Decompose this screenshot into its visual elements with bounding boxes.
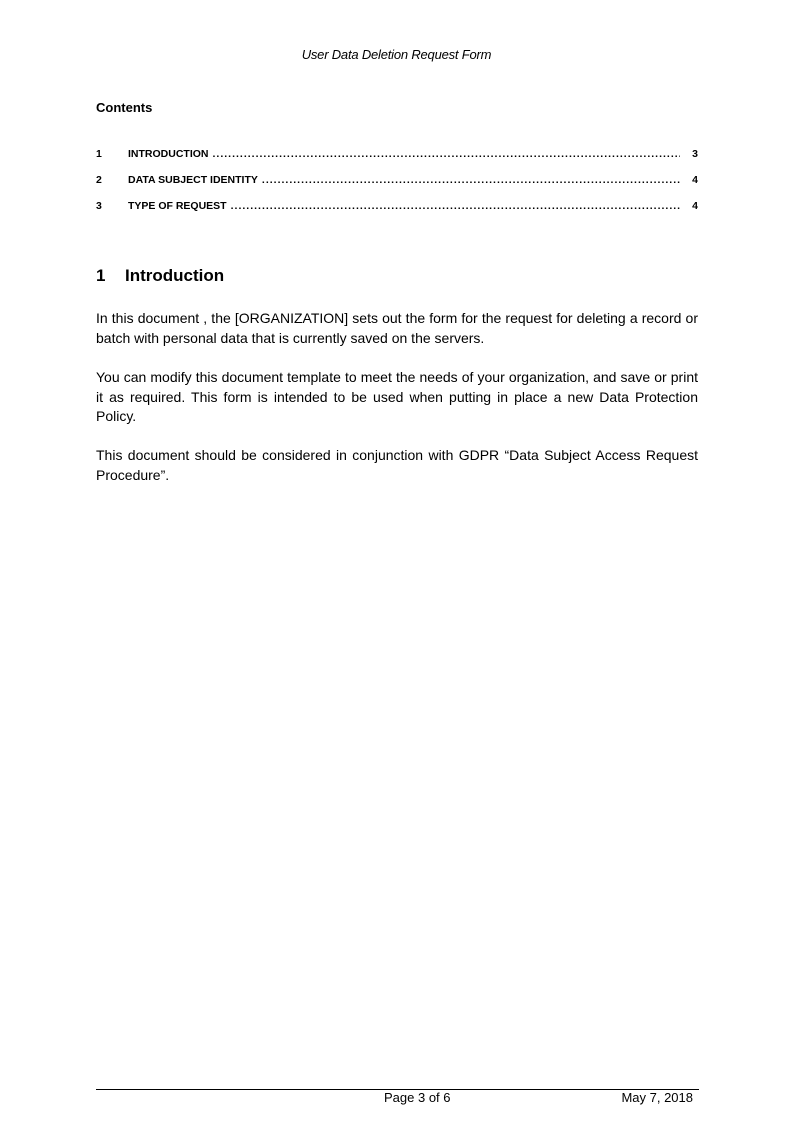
toc-dot-leader xyxy=(262,174,680,186)
footer-page-number: Page 3 of 6 xyxy=(384,1090,451,1105)
section-number: 1 xyxy=(96,266,106,285)
table-of-contents xyxy=(96,148,698,226)
toc-entry-number: 2 xyxy=(96,174,102,186)
toc-entry-number: 1 xyxy=(96,148,102,160)
toc-entry-page: 4 xyxy=(692,200,698,212)
intro-paragraph-1: In this document , the [ORGANIZATION] sets out the form for the request for deleting a record or batch with personal data that is currently saved on the servers. xyxy=(96,310,698,346)
toc-entry-type-of-request[interactable] xyxy=(96,200,698,226)
contents-heading: Contents xyxy=(96,100,153,115)
intro-paragraph-2: You can modify this document template to meet the needs of your organization, and save or print it as required. This form is intended to be used when putting in place a new Data Protection Policy. xyxy=(96,369,698,424)
intro-paragraph-3: This document should be considered in conjunction with GDPR “Data Subject Access Request Procedure”. xyxy=(96,447,698,483)
toc-entry-title: TYPE OF REQUEST xyxy=(128,200,227,212)
toc-entry-title: DATA SUBJECT IDENTITY xyxy=(128,174,258,186)
running-header-title: User Data Deletion Request Form xyxy=(301,47,492,62)
section-title: Introduction xyxy=(125,266,225,285)
footer-date: May 7, 2018 xyxy=(621,1090,693,1105)
toc-entry-introduction[interactable] xyxy=(96,148,698,174)
toc-entry-page: 4 xyxy=(692,174,698,186)
toc-entry-title: INTRODUCTION xyxy=(128,148,209,160)
toc-entry-page: 3 xyxy=(692,148,698,160)
section-heading-introduction xyxy=(96,266,224,286)
toc-entry-number: 3 xyxy=(96,200,102,212)
toc-entry-data-subject-identity[interactable] xyxy=(96,174,698,200)
toc-dot-leader xyxy=(231,200,681,212)
toc-dot-leader xyxy=(213,148,681,160)
